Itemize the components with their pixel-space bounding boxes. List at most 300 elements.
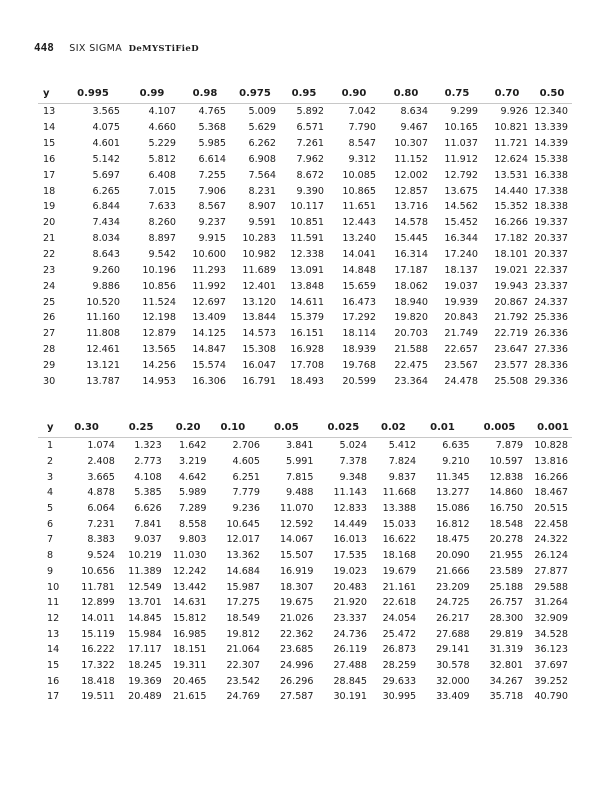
- table-cell: 12.838: [489, 471, 524, 483]
- row-y-value: 13: [47, 628, 60, 640]
- table-cell: 4.075: [92, 122, 120, 134]
- table-cell: 4.605: [232, 456, 261, 468]
- table-cell: 18.245: [128, 659, 162, 671]
- table-cell: 7.434: [92, 217, 120, 229]
- table-cell: 17.708: [290, 359, 324, 371]
- table-cell: 7.261: [296, 138, 324, 150]
- table-cell: 5.412: [388, 440, 417, 452]
- row-y-value: 16: [47, 675, 60, 687]
- table-cell: 8.034: [92, 233, 120, 245]
- table-cell: 7.042: [348, 106, 376, 118]
- table-cell: 23.209: [436, 581, 470, 593]
- row-y-value: 1: [47, 440, 54, 452]
- table-row: [38, 485, 572, 501]
- table-cell: 13.565: [142, 344, 176, 356]
- table-cell: 9.915: [198, 233, 226, 245]
- table-header-row: [38, 84, 572, 104]
- table-cell: 9.837: [388, 471, 417, 483]
- table-row: [38, 326, 572, 342]
- table-row: [38, 642, 572, 658]
- table-cell: 16.919: [279, 565, 314, 577]
- table-cell: 14.562: [444, 201, 478, 213]
- table-cell: 17.182: [494, 233, 528, 245]
- table-cell: 39.252: [534, 675, 568, 687]
- table-cell: 32.909: [534, 612, 568, 624]
- table-row: [38, 120, 572, 136]
- table-cell: 8.260: [148, 217, 176, 229]
- column-header-probability: 0.975: [239, 88, 271, 99]
- table-cell: 6.064: [87, 503, 115, 515]
- table-cell: 17.240: [444, 249, 478, 261]
- table-cell: 17.322: [81, 659, 115, 671]
- column-header-probability: 0.75: [444, 88, 470, 99]
- table-cell: 9.886: [92, 280, 120, 292]
- table-cell: 16.344: [444, 233, 478, 245]
- column-header-probability: 0.80: [393, 88, 419, 99]
- table-row: [38, 673, 572, 689]
- table-cell: 6.251: [232, 471, 261, 483]
- table-cell: 30.578: [436, 659, 470, 671]
- table-cell: 4.601: [92, 138, 120, 150]
- table-cell: 8.643: [92, 249, 120, 261]
- table-cell: 18.467: [534, 487, 568, 499]
- table-cell: 14.848: [342, 264, 376, 276]
- table-cell: 21.588: [394, 344, 428, 356]
- table-cell: 7.906: [198, 185, 226, 197]
- table-cell: 13.442: [172, 581, 207, 593]
- table-cell: 7.231: [87, 518, 115, 530]
- table-cell: 5.989: [179, 487, 207, 499]
- row-y-value: 18: [43, 185, 56, 197]
- table-cell: 15.352: [494, 201, 528, 213]
- table-cell: 21.615: [172, 691, 207, 703]
- row-y-value: 7: [47, 534, 54, 546]
- table-cell: 11.992: [192, 280, 226, 292]
- table-cell: 20.337: [534, 249, 568, 261]
- table-row: [38, 595, 572, 611]
- table-cell: 18.549: [226, 612, 261, 624]
- table-cell: 18.307: [279, 581, 314, 593]
- table-cell: 23.542: [226, 675, 261, 687]
- table-cell: 25.336: [534, 312, 568, 324]
- table-cell: 11.651: [342, 201, 376, 213]
- row-y-value: 28: [43, 344, 56, 356]
- table-row: [38, 183, 572, 199]
- table-cell: 16.266: [534, 471, 568, 483]
- table-cell: 9.591: [248, 217, 276, 229]
- table-cell: 19.369: [128, 675, 162, 687]
- table-cell: 20.465: [172, 675, 207, 687]
- table-cell: 29.588: [534, 581, 568, 593]
- table-cell: 19.037: [444, 280, 478, 292]
- table-cell: 11.389: [128, 565, 162, 577]
- table-cell: 8.634: [400, 106, 428, 118]
- table-cell: 15.507: [279, 550, 314, 562]
- table-cell: 6.844: [92, 201, 120, 213]
- row-y-value: 5: [47, 503, 54, 515]
- table-row: [38, 564, 572, 580]
- table-cell: 2.773: [134, 456, 162, 468]
- table-cell: 6.908: [248, 153, 276, 165]
- table-cell: 9.803: [179, 534, 207, 546]
- table-cell: 19.939: [444, 296, 478, 308]
- row-y-value: 6: [47, 518, 54, 530]
- table-cell: 28.336: [534, 359, 568, 371]
- table-cell: 16.314: [394, 249, 428, 261]
- column-header-probability: 0.995: [77, 88, 109, 99]
- row-y-value: 15: [43, 138, 56, 150]
- table-cell: 19.820: [394, 312, 428, 324]
- table-cell: 3.665: [87, 471, 115, 483]
- table-row: [38, 104, 572, 120]
- table-cell: 14.684: [226, 565, 261, 577]
- table-cell: 7.289: [179, 503, 207, 515]
- table-cell: 9.237: [198, 217, 226, 229]
- table-cell: 22.719: [494, 328, 528, 340]
- column-header-probability: 0.02: [381, 422, 406, 433]
- table-cell: 16.151: [290, 328, 324, 340]
- row-y-value: 3: [47, 471, 54, 483]
- column-header-probability: 0.10: [220, 422, 246, 433]
- table-cell: 11.152: [394, 153, 428, 165]
- table-cell: 16.013: [333, 534, 368, 546]
- table-cell: 10.196: [142, 264, 176, 276]
- table-cell: 9.037: [134, 534, 162, 546]
- table-cell: 26.217: [436, 612, 470, 624]
- table-cell: 12.338: [290, 249, 324, 261]
- table-row: [38, 626, 572, 642]
- column-header-y: y: [43, 88, 50, 99]
- table-cell: 13.388: [382, 503, 417, 515]
- table-cell: 14.847: [192, 344, 226, 356]
- table-cell: 19.679: [382, 565, 417, 577]
- table-cell: 11.030: [172, 550, 207, 562]
- column-header-probability: 0.50: [539, 88, 565, 99]
- table-cell: 9.390: [296, 185, 324, 197]
- table-cell: 16.266: [494, 217, 528, 229]
- table-cell: 13.531: [494, 169, 528, 181]
- table-cell: 10.656: [81, 565, 115, 577]
- table-cell: 17.338: [534, 185, 568, 197]
- column-header-y: y: [47, 422, 54, 433]
- table-cell: 34.267: [489, 675, 524, 687]
- table-cell: 21.920: [333, 597, 368, 609]
- table-cell: 30.995: [382, 691, 417, 703]
- table-cell: 29.336: [534, 375, 568, 387]
- table-cell: 5.229: [148, 138, 176, 150]
- table-cell: 24.337: [534, 296, 568, 308]
- table-cell: 5.812: [148, 153, 176, 165]
- table-cell: 5.024: [339, 440, 368, 452]
- table-cell: 4.878: [87, 487, 115, 499]
- table-cell: 22.657: [444, 344, 478, 356]
- table-cell: 15.574: [192, 359, 226, 371]
- table-cell: 26.296: [279, 675, 314, 687]
- table-cell: 5.385: [134, 487, 162, 499]
- row-y-value: 4: [47, 487, 54, 499]
- table-cell: 18.137: [444, 264, 478, 276]
- table-cell: 8.231: [248, 185, 276, 197]
- table-body: [38, 438, 572, 705]
- table-cell: 4.765: [198, 106, 226, 118]
- table-cell: 16.928: [290, 344, 324, 356]
- table-cell: 12.401: [242, 280, 276, 292]
- table-cell: 20.483: [333, 581, 368, 593]
- table-cell: 16.812: [436, 518, 470, 530]
- table-cell: 26.336: [534, 328, 568, 340]
- table-cell: 16.622: [382, 534, 417, 546]
- table-row: [38, 136, 572, 152]
- table-cell: 9.542: [148, 249, 176, 261]
- table-cell: 17.535: [333, 550, 368, 562]
- table-cell: 6.571: [296, 122, 324, 134]
- chi-square-table-lower: [38, 418, 572, 705]
- table-cell: 12.340: [534, 106, 568, 118]
- table-cell: 18.062: [394, 280, 428, 292]
- table-cell: 16.985: [172, 628, 207, 640]
- row-y-value: 9: [47, 565, 54, 577]
- table-cell: 14.611: [290, 296, 324, 308]
- table-cell: 12.461: [86, 344, 120, 356]
- table-cell: 18.940: [394, 296, 428, 308]
- table-cell: 33.409: [436, 691, 470, 703]
- table-cell: 31.319: [489, 644, 524, 656]
- table-row: [38, 658, 572, 674]
- row-y-value: 21: [43, 233, 56, 245]
- table-cell: 22.618: [382, 597, 417, 609]
- table-cell: 28.259: [382, 659, 417, 671]
- table-cell: 23.589: [489, 565, 524, 577]
- table-cell: 10.865: [342, 185, 376, 197]
- table-row: [38, 689, 572, 705]
- table-cell: 11.591: [290, 233, 324, 245]
- table-cell: 19.511: [81, 691, 115, 703]
- column-header-probability: 0.25: [128, 422, 154, 433]
- table-cell: 37.697: [534, 659, 568, 671]
- table-cell: 13.409: [192, 312, 226, 324]
- table-cell: 26.757: [489, 597, 524, 609]
- table-cell: 29.819: [489, 628, 524, 640]
- table-cell: 21.026: [279, 612, 314, 624]
- table-cell: 15.445: [394, 233, 428, 245]
- table-cell: 24.322: [534, 534, 568, 546]
- table-cell: 7.378: [339, 456, 368, 468]
- table-cell: 12.857: [394, 185, 428, 197]
- table-row: [38, 454, 572, 470]
- table-cell: 21.792: [494, 312, 528, 324]
- table-cell: 9.926: [500, 106, 528, 118]
- table-cell: 21.064: [226, 644, 261, 656]
- table-cell: 19.021: [494, 264, 528, 276]
- table-cell: 24.725: [436, 597, 470, 609]
- table-cell: 35.718: [489, 691, 524, 703]
- table-cell: 11.781: [81, 581, 115, 593]
- table-cell: 7.879: [495, 440, 524, 452]
- table-cell: 8.907: [248, 201, 276, 213]
- table-cell: 9.524: [87, 550, 115, 562]
- table-cell: 9.236: [232, 503, 261, 515]
- table-cell: 10.600: [192, 249, 226, 261]
- table-cell: 8.672: [296, 169, 324, 181]
- table-row: [38, 152, 572, 168]
- table-cell: 8.897: [148, 233, 176, 245]
- table-cell: 8.547: [348, 138, 376, 150]
- column-header-probability: 0.70: [494, 88, 520, 99]
- table-cell: 12.833: [333, 503, 368, 515]
- table-cell: 10.085: [342, 169, 376, 181]
- table-cell: 12.879: [142, 328, 176, 340]
- running-head: [34, 41, 199, 54]
- row-y-value: 17: [43, 169, 56, 181]
- table-cell: 14.449: [333, 518, 368, 530]
- column-header-probability: 0.30: [74, 422, 99, 433]
- table-cell: 27.587: [279, 691, 314, 703]
- table-cell: 18.114: [342, 328, 376, 340]
- table-cell: 20.599: [342, 375, 376, 387]
- column-header-probability: 0.025: [327, 422, 360, 433]
- table-cell: 9.312: [348, 153, 376, 165]
- table-row: [38, 342, 572, 358]
- table-row: [38, 358, 572, 374]
- table-cell: 10.307: [394, 138, 428, 150]
- table-cell: 1.074: [87, 440, 115, 452]
- table-cell: 31.264: [534, 597, 568, 609]
- table-cell: 25.472: [382, 628, 417, 640]
- table-cell: 19.675: [279, 597, 314, 609]
- table-cell: 9.210: [442, 456, 470, 468]
- table-cell: 7.779: [232, 487, 261, 499]
- table-cell: 4.642: [179, 471, 207, 483]
- table-cell: 16.338: [534, 169, 568, 181]
- table-cell: 15.033: [382, 518, 417, 530]
- table-cell: 10.851: [290, 217, 324, 229]
- table-cell: 3.565: [92, 106, 120, 118]
- table-cell: 9.467: [400, 122, 428, 134]
- row-y-value: 16: [43, 153, 56, 165]
- table-cell: 20.090: [436, 550, 470, 562]
- table-cell: 3.219: [179, 456, 207, 468]
- table-cell: 1.323: [134, 440, 162, 452]
- table-cell: 9.299: [450, 106, 478, 118]
- table-cell: 40.790: [534, 691, 568, 703]
- table-cell: 12.017: [226, 534, 261, 546]
- table-cell: 15.984: [128, 628, 162, 640]
- table-cell: 20.515: [534, 503, 568, 515]
- table-cell: 20.703: [394, 328, 428, 340]
- table-cell: 25.188: [489, 581, 524, 593]
- table-cell: 27.488: [333, 659, 368, 671]
- row-y-value: 10: [47, 581, 60, 593]
- table-cell: 22.362: [279, 628, 314, 640]
- row-y-value: 30: [43, 375, 56, 387]
- table-cell: 13.121: [86, 359, 120, 371]
- table-cell: 7.564: [248, 169, 276, 181]
- table-cell: 23.577: [494, 359, 528, 371]
- table-cell: 12.792: [444, 169, 478, 181]
- row-y-value: 24: [43, 280, 56, 292]
- row-y-value: 15: [47, 659, 60, 671]
- column-header-probability: 0.01: [430, 422, 455, 433]
- table-cell: 7.824: [388, 456, 417, 468]
- table-row: [38, 247, 572, 263]
- table-cell: 14.631: [172, 597, 207, 609]
- table-cell: 18.168: [382, 550, 417, 562]
- table-cell: 9.260: [92, 264, 120, 276]
- table-cell: 19.943: [494, 280, 528, 292]
- table-cell: 24.054: [382, 612, 417, 624]
- table-cell: 11.070: [279, 503, 314, 515]
- row-y-value: 14: [47, 644, 60, 656]
- table-cell: 27.688: [436, 628, 470, 640]
- table-cell: 18.475: [436, 534, 470, 546]
- table-cell: 23.685: [279, 644, 314, 656]
- table-cell: 24.478: [444, 375, 478, 387]
- column-header-probability: 0.98: [192, 88, 218, 99]
- row-y-value: 27: [43, 328, 56, 340]
- table-cell: 7.815: [286, 471, 314, 483]
- table-cell: 29.633: [382, 675, 417, 687]
- table-cell: 36.123: [534, 644, 568, 656]
- table-cell: 24.769: [226, 691, 261, 703]
- table-cell: 21.749: [444, 328, 478, 340]
- table-cell: 19.768: [342, 359, 376, 371]
- table-cell: 11.345: [436, 471, 470, 483]
- table-cell: 10.856: [142, 280, 176, 292]
- table-cell: 26.124: [534, 550, 568, 562]
- table-cell: 26.119: [333, 644, 368, 656]
- table-cell: 6.626: [134, 503, 162, 515]
- table-cell: 10.828: [534, 440, 568, 452]
- table-cell: 18.101: [494, 249, 528, 261]
- table-cell: 15.086: [436, 503, 470, 515]
- table-cell: 10.821: [494, 122, 528, 134]
- table-cell: 4.108: [134, 471, 162, 483]
- table-row: [38, 611, 572, 627]
- column-header-probability: 0.005: [483, 422, 516, 433]
- row-y-value: 23: [43, 264, 56, 276]
- table-cell: 22.475: [394, 359, 428, 371]
- table-cell: 20.278: [489, 534, 524, 546]
- table-cell: 13.120: [242, 296, 276, 308]
- table-cell: 13.844: [242, 312, 276, 324]
- table-cell: 13.701: [128, 597, 162, 609]
- table-cell: 14.845: [128, 612, 162, 624]
- table-cell: 5.697: [92, 169, 120, 181]
- table-cell: 15.659: [342, 280, 376, 292]
- table-cell: 16.750: [489, 503, 524, 515]
- table-cell: 7.633: [148, 201, 176, 213]
- table-cell: 10.165: [444, 122, 478, 134]
- book-title-styled: DeMYSTiFieD: [128, 44, 199, 54]
- table-cell: 12.592: [279, 518, 314, 530]
- table-cell: 10.645: [226, 518, 261, 530]
- table-cell: 13.787: [86, 375, 120, 387]
- row-y-value: 8: [47, 550, 54, 562]
- table-cell: 13.339: [534, 122, 568, 134]
- table-cell: 11.668: [382, 487, 417, 499]
- table-cell: 10.283: [242, 233, 276, 245]
- table-cell: 7.790: [348, 122, 376, 134]
- table-cell: 6.262: [248, 138, 276, 150]
- table-row: [38, 516, 572, 532]
- column-header-probability: 0.20: [175, 422, 201, 433]
- table-cell: 14.440: [494, 185, 528, 197]
- table-cell: 15.308: [242, 344, 276, 356]
- table-row: [38, 501, 572, 517]
- table-cell: 27.877: [534, 565, 568, 577]
- table-cell: 16.473: [342, 296, 376, 308]
- row-y-value: 12: [47, 612, 60, 624]
